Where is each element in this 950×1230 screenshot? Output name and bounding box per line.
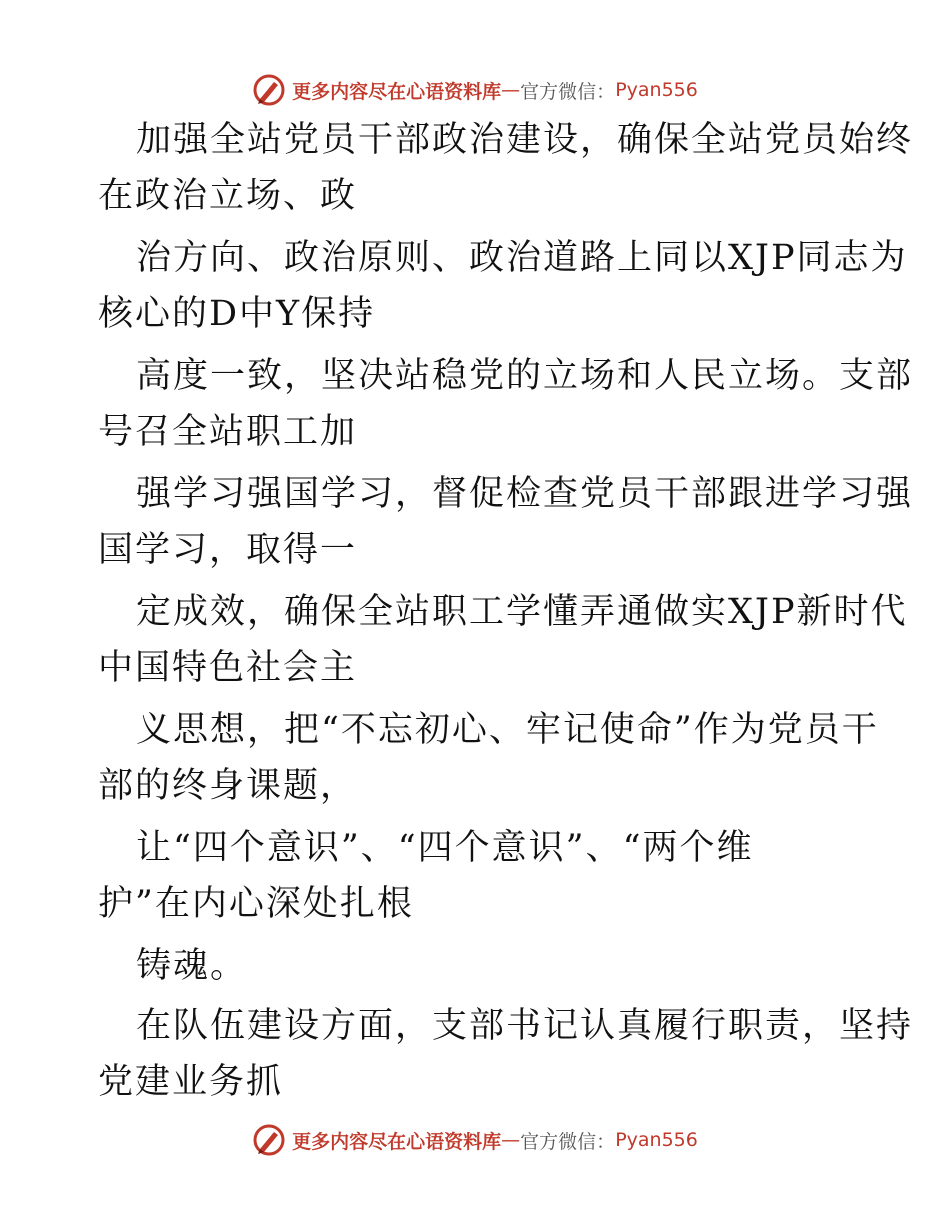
- text-line: 号召全站职工加: [98, 412, 358, 452]
- text-line: 铸魂。: [136, 946, 248, 986]
- pen-logo-icon: [252, 73, 286, 107]
- watermark-wechat-id: Pyan556: [615, 79, 698, 101]
- text-line: 部的终身课题，: [98, 766, 358, 806]
- text-line: 义思想，把“不忘初心、牢记使命”作为党员干: [136, 710, 879, 750]
- watermark-wechat-id: Pyan556: [615, 1129, 698, 1151]
- text-line: 在政治立场、政: [98, 176, 358, 216]
- text-line: 加强全站党员干部政治建设，确保全站党员始终: [136, 120, 914, 160]
- watermark-lead-text: 更多内容尽在心语资料库: [292, 80, 502, 103]
- header-watermark: [0, 70, 950, 110]
- text-line: 让“四个意识”、“四个意识”、“两个维: [136, 828, 754, 868]
- text-line: 治方向、政治原则、政治道路上同以XJP同志为: [136, 238, 908, 278]
- text-line: 定成效，确保全站职工学懂弄通做实XJP新时代: [136, 592, 908, 632]
- text-line: 核心的D中Y保持: [98, 294, 376, 334]
- text-line: 高度一致，坚决站稳党的立场和人民立场。支部: [136, 356, 914, 396]
- pen-logo-icon: [252, 1123, 286, 1157]
- text-line: 党建业务抓: [98, 1062, 284, 1102]
- text-line: 护”在内心深处扎根: [98, 884, 414, 924]
- watermark-dash: —: [501, 79, 521, 101]
- footer-watermark: [0, 1120, 950, 1160]
- watermark-official-label: 官方微信：: [520, 1130, 616, 1153]
- watermark-dash: —: [501, 1129, 521, 1151]
- text-line: 国学习，取得一: [98, 530, 358, 570]
- text-line: 中国特色社会主: [98, 648, 358, 688]
- watermark-lead-text: 更多内容尽在心语资料库: [292, 1130, 502, 1153]
- text-line: 强学习强国学习，督促检查党员干部跟进学习强: [136, 474, 914, 514]
- text-line: 在队伍建设方面，支部书记认真履行职责，坚持: [136, 1006, 914, 1046]
- watermark-official-label: 官方微信：: [520, 80, 616, 103]
